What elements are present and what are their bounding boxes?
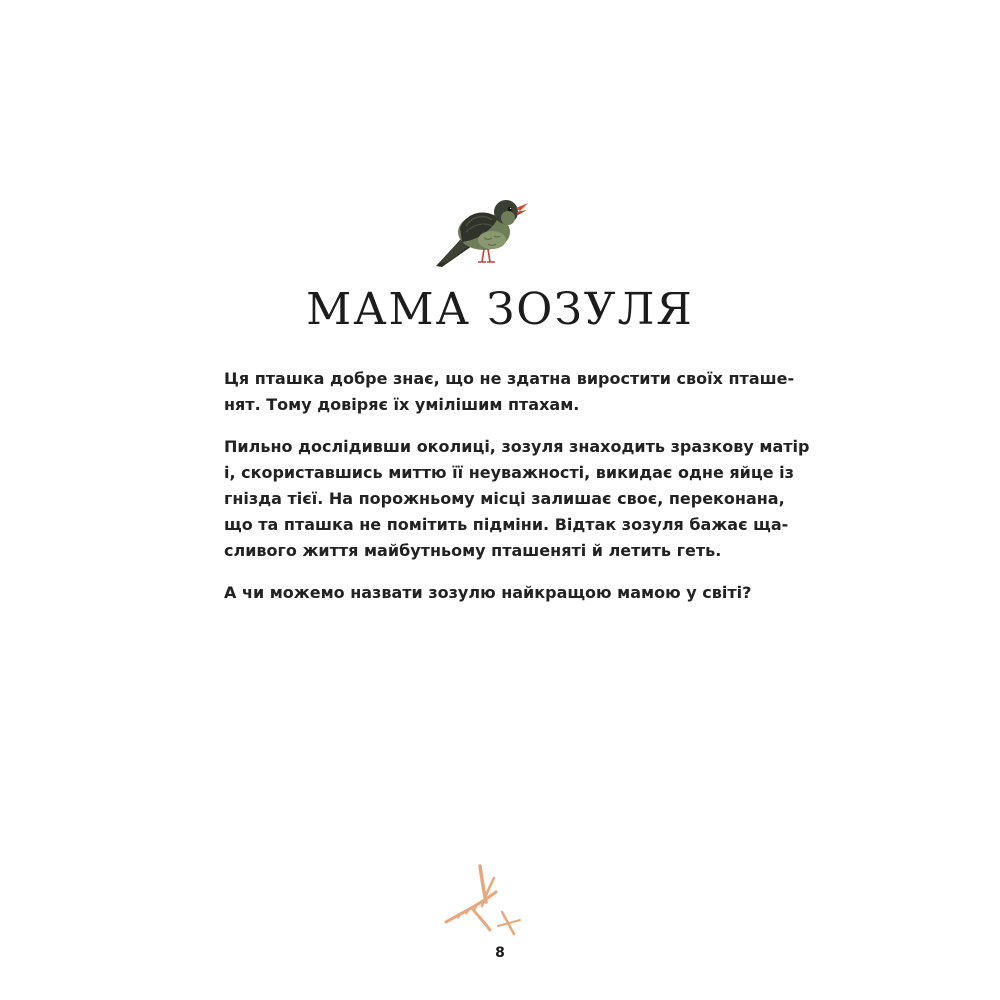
paragraph-1 <box>224 366 795 418</box>
dragonfly-sketch-ornament <box>440 862 524 940</box>
text-line: нят. Тому довіряє їх умілішим птахам. <box>224 395 580 414</box>
text-line: що та пташка не помітить підміни. Відтак зозуля бажає ща- <box>224 515 789 534</box>
bird-illustration <box>432 188 532 270</box>
page-number: 8 <box>495 945 505 961</box>
text-line: і, скориставшись миттю її неуважності, викидає одне яйце із <box>224 463 794 482</box>
body-text <box>224 366 810 622</box>
text-line: Ця пташка добре знає, що не здатна виростити своїх пташе- <box>224 369 795 388</box>
text-line: А чи можемо назвати зозулю найкращою мамою у світі? <box>224 583 752 602</box>
text-line: гнізда тієї. На порожньому місці залишає своє, переконана, <box>224 489 785 508</box>
text-line: Пильно дослідивши околиці, зозуля знаходить зразкову матір <box>224 437 810 456</box>
paragraph-2 <box>224 434 810 564</box>
paragraph-3 <box>224 580 764 606</box>
page-title: МАМА ЗОЗУЛЯ <box>306 284 694 335</box>
text-line: сливого життя майбутньому пташеняті й летить геть. <box>224 541 722 560</box>
